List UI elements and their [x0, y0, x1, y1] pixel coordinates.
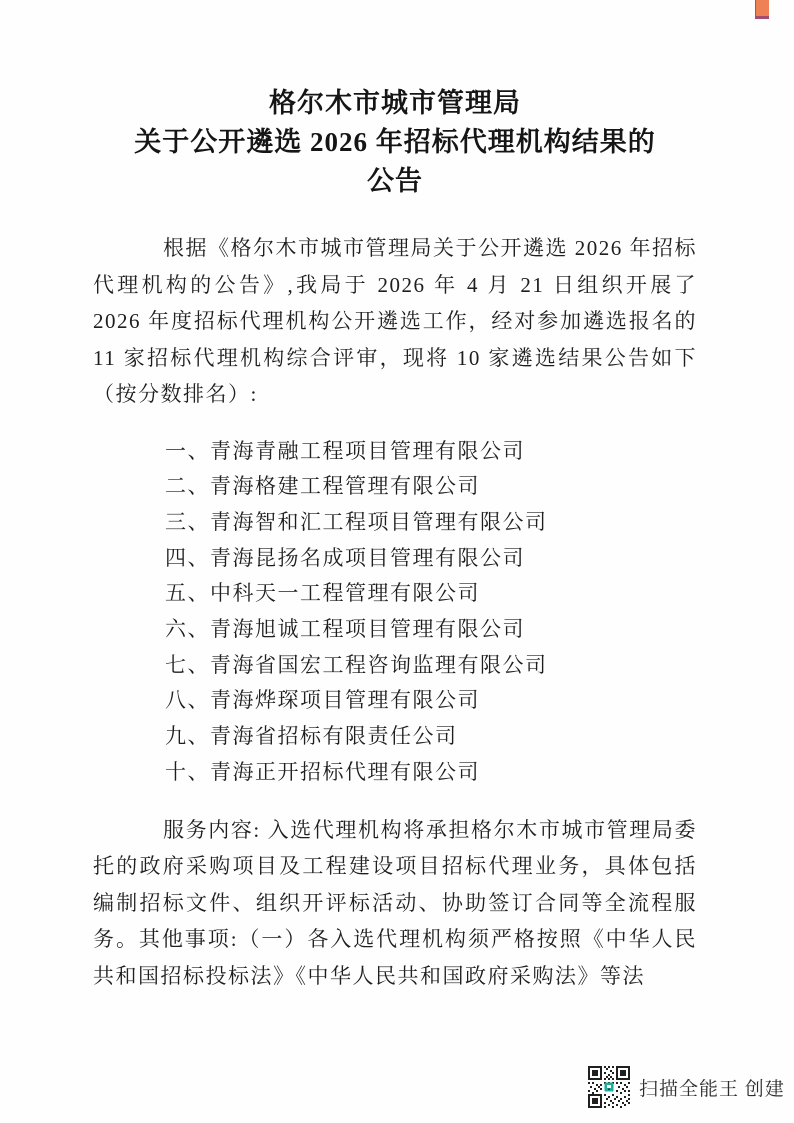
watermark-label: 扫描全能王 创建 — [639, 1078, 785, 1100]
document-content — [93, 0, 697, 1015]
title-line-2: 关于公开遴选 2026 年招标代理机构结果的 — [134, 127, 656, 157]
list-item: 一、青海青融工程项目管理有限公司 — [165, 438, 525, 463]
list-item: 九、青海省招标有限责任公司 — [165, 724, 458, 749]
title-line-3: 公告 — [367, 166, 423, 196]
document-title — [93, 0, 697, 201]
list-item: 八、青海烨琛项目管理有限公司 — [165, 688, 480, 713]
list-item: 三、青海智和汇工程项目管理有限公司 — [165, 509, 548, 534]
service-paragraph: 服务内容: 入选代理机构将承担格尔木市城市管理局委托的政府采购项目及工程建设项目招标代理业务，具体包括编制招标文件、组织开评标活动、协助签订合同等全流程服务。其他事项:（一）各入选代理机构须严格按照《中华人民共和国招标投标法》《中华人民共和国政府采购法》等法 — [93, 817, 697, 988]
list-item: 六、青海旭诚工程项目管理有限公司 — [165, 617, 525, 642]
list-item: 七、青海省国宏工程咨询监理有限公司 — [165, 652, 548, 677]
list-item: 五、中科天一工程管理有限公司 — [165, 581, 480, 606]
list-item: 四、青海昆扬名成项目管理有限公司 — [165, 545, 525, 570]
intro-paragraph: 根据《格尔木市城市管理局关于公开遴选 2026 年招标代理机构的公告》,我局于 2026 年 4 月 21 日组织开展了 2026 年度招标代理机构公开遴选工作，经对参加遴选报名的 11 家招标代理机构综合评审，现将 10 家遴选结果公告如下（按分数排名）: — [93, 236, 697, 406]
qr-code-icon — [588, 1066, 630, 1108]
scan-corner-artifact — [755, 0, 769, 19]
camscanner-watermark — [588, 1066, 785, 1108]
list-item: 二、青海格建工程管理有限公司 — [165, 474, 480, 499]
title-line-1: 格尔木市城市管理局 — [269, 88, 521, 118]
list-item: 十、青海正开招标代理有限公司 — [165, 759, 480, 784]
selected-agencies-list — [93, 434, 697, 791]
